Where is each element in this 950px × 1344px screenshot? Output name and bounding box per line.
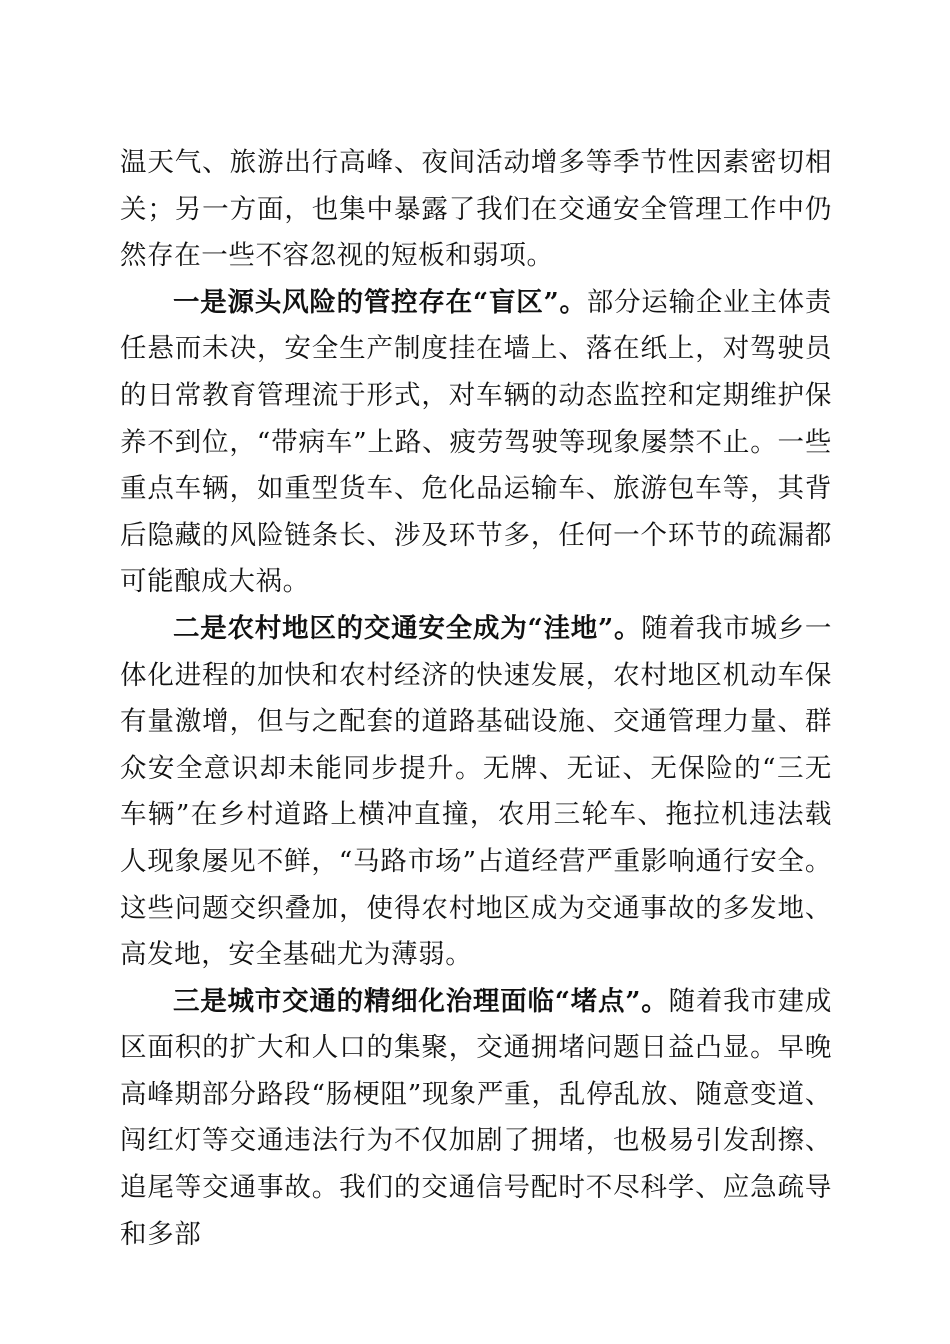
paragraph-source-risk	[120, 280, 832, 606]
paragraph-text: 随着我市建成区面积的扩大和人口的集聚，交通拥堵问题日益凸显。早晚高峰期部分路段“肠梗阻”现象严重，乱停乱放、随意变道、闯红灯等交通违法行为不仅加剧了拥堵，也极易引发刮擦、追尾等交通事故。我们的交通信号配时不尽科学、应急疏导和多部	[120, 985, 832, 1250]
paragraph-continuation	[120, 140, 832, 280]
paragraph-rural-safety	[120, 606, 832, 979]
paragraph-urban-traffic	[120, 979, 832, 1259]
document-body	[120, 140, 832, 1258]
paragraph-heading: 一是源头风险的管控存在“盲区”。	[173, 286, 587, 318]
paragraph-heading: 二是农村地区的交通安全成为“洼地”。	[173, 612, 642, 644]
paragraph-text: 随着我市城乡一体化进程的加快和农村经济的快速发展，农村地区机动车保有量激增，但与之配套的道路基础设施、交通管理力量、群众安全意识却未能同步提升。无牌、无证、无保险的“三无车辆”在乡村道路上横冲直撞，农用三轮车、拖拉机违法载人现象屡见不鲜，“马路市场”占道经营严重影响通行安全。这些问题交织叠加，使得农村地区成为交通事故的多发地、高发地，安全基础尤为薄弱。	[120, 612, 832, 971]
paragraph-text: 部分运输企业主体责任悬而未决，安全生产制度挂在墙上、落在纸上，对驾驶员的日常教育管理流于形式，对车辆的动态监控和定期维护保养不到位，“带病车”上路、疲劳驾驶等现象屡禁不止。一些重点车辆，如重型货车、危化品运输车、旅游包车等，其背后隐藏的风险链条长、涉及环节多，任何一个环节的疏漏都可能酿成大祸。	[120, 286, 832, 598]
paragraph-text: 温天气、旅游出行高峰、夜间活动增多等季节性因素密切相关；另一方面，也集中暴露了我们在交通安全管理工作中仍然存在一些不容忽视的短板和弱项。	[120, 147, 832, 272]
paragraph-heading: 三是城市交通的精细化治理面临“堵点”。	[173, 985, 669, 1017]
